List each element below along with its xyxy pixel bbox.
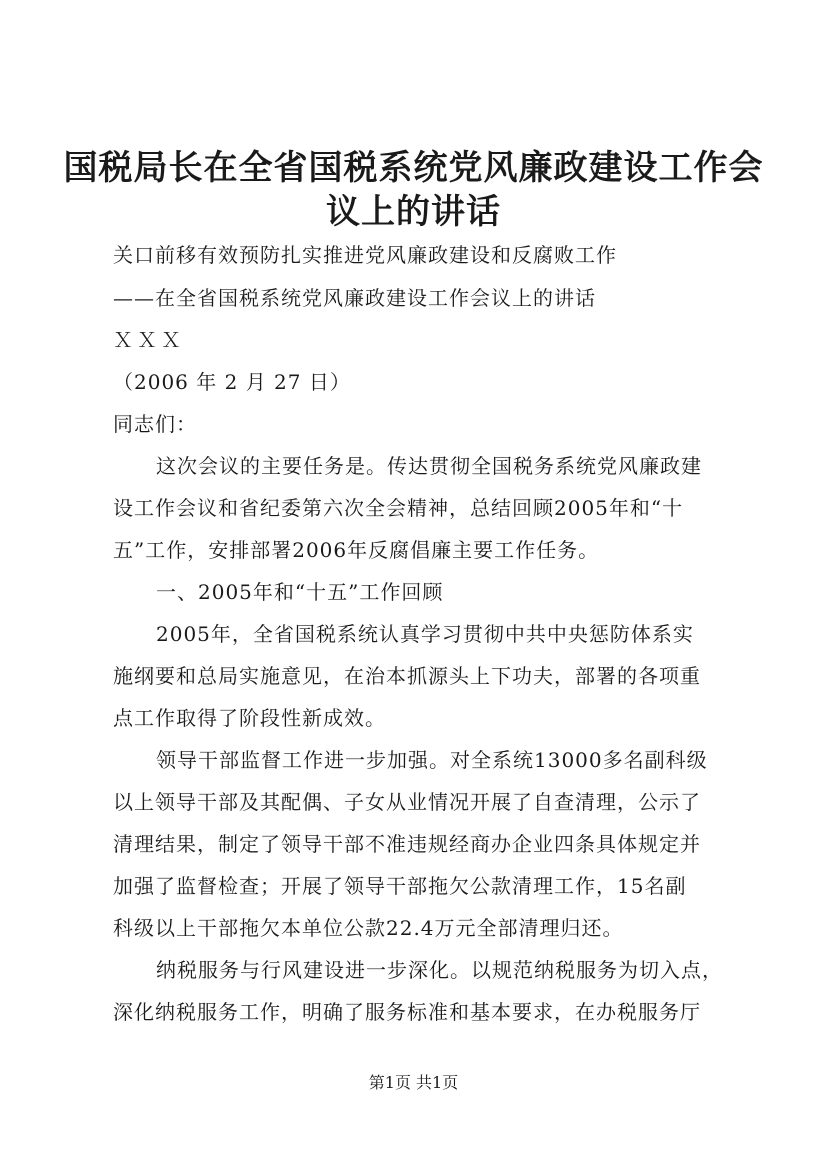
paragraph-line: 领导干部监督工作进一步加强。对全系统13000多名副科级 bbox=[156, 748, 708, 772]
paragraph-line: 设工作会议和省纪委第六次全会精神，总结回顾2005年和“十 bbox=[113, 496, 684, 520]
paragraph-line: 清理结果，制定了领导干部不准违规经商办企业四条具体规定并 bbox=[113, 832, 701, 856]
paragraph-line: 施纲要和总局实施意见，在治本抓源头上下功夫，部署的各项重 bbox=[113, 664, 701, 688]
subtitle-sub: ——在全省国税系统党风廉政建设工作会议上的讲话 bbox=[113, 286, 596, 310]
paragraph-line: 科级以上干部拖欠本单位公款22.4万元全部清理归还。 bbox=[113, 916, 624, 940]
paragraph-line: 点工作取得了阶段性新成效。 bbox=[113, 706, 386, 730]
paragraph-line: 纳税服务与行风建设进一步深化。以规范纳税服务为切入点， bbox=[156, 958, 723, 982]
paragraph-line: 这次会议的主要任务是。传达贯彻全国税务系统党风廉政建 bbox=[156, 454, 702, 478]
paragraph-line: 五”工作，安排部署2006年反腐倡廉主要工作任务。 bbox=[113, 538, 600, 562]
document-title-line-2: 议上的讲话 bbox=[326, 192, 501, 232]
date: （2006 年 2 月 27 日） bbox=[113, 370, 351, 394]
subtitle: 关口前移有效预防扎实推进党风廉政建设和反腐败工作 bbox=[113, 243, 617, 267]
salutation: 同志们： bbox=[113, 412, 197, 436]
paragraph-line: 以上领导干部及其配偶、子女从业情况开展了自查清理，公示了 bbox=[113, 790, 701, 814]
paragraph-line: 加强了监督检查；开展了领导干部拖欠公款清理工作，15名副 bbox=[113, 874, 687, 898]
page-number: 第1页 共1页 bbox=[368, 1073, 459, 1092]
author: ＸＸＸ bbox=[113, 328, 185, 352]
paragraph-line: 2005年，全省国税系统认真学习贯彻中共中央惩防体系实 bbox=[156, 622, 694, 646]
document-title-line-1: 国税局长在全省国税系统党风廉政建设工作会 bbox=[63, 148, 764, 188]
section-heading: 一、2005年和“十五”工作回顾 bbox=[156, 580, 444, 604]
paragraph-line: 深化纳税服务工作，明确了服务标准和基本要求，在办税服务厅 bbox=[113, 1000, 701, 1024]
